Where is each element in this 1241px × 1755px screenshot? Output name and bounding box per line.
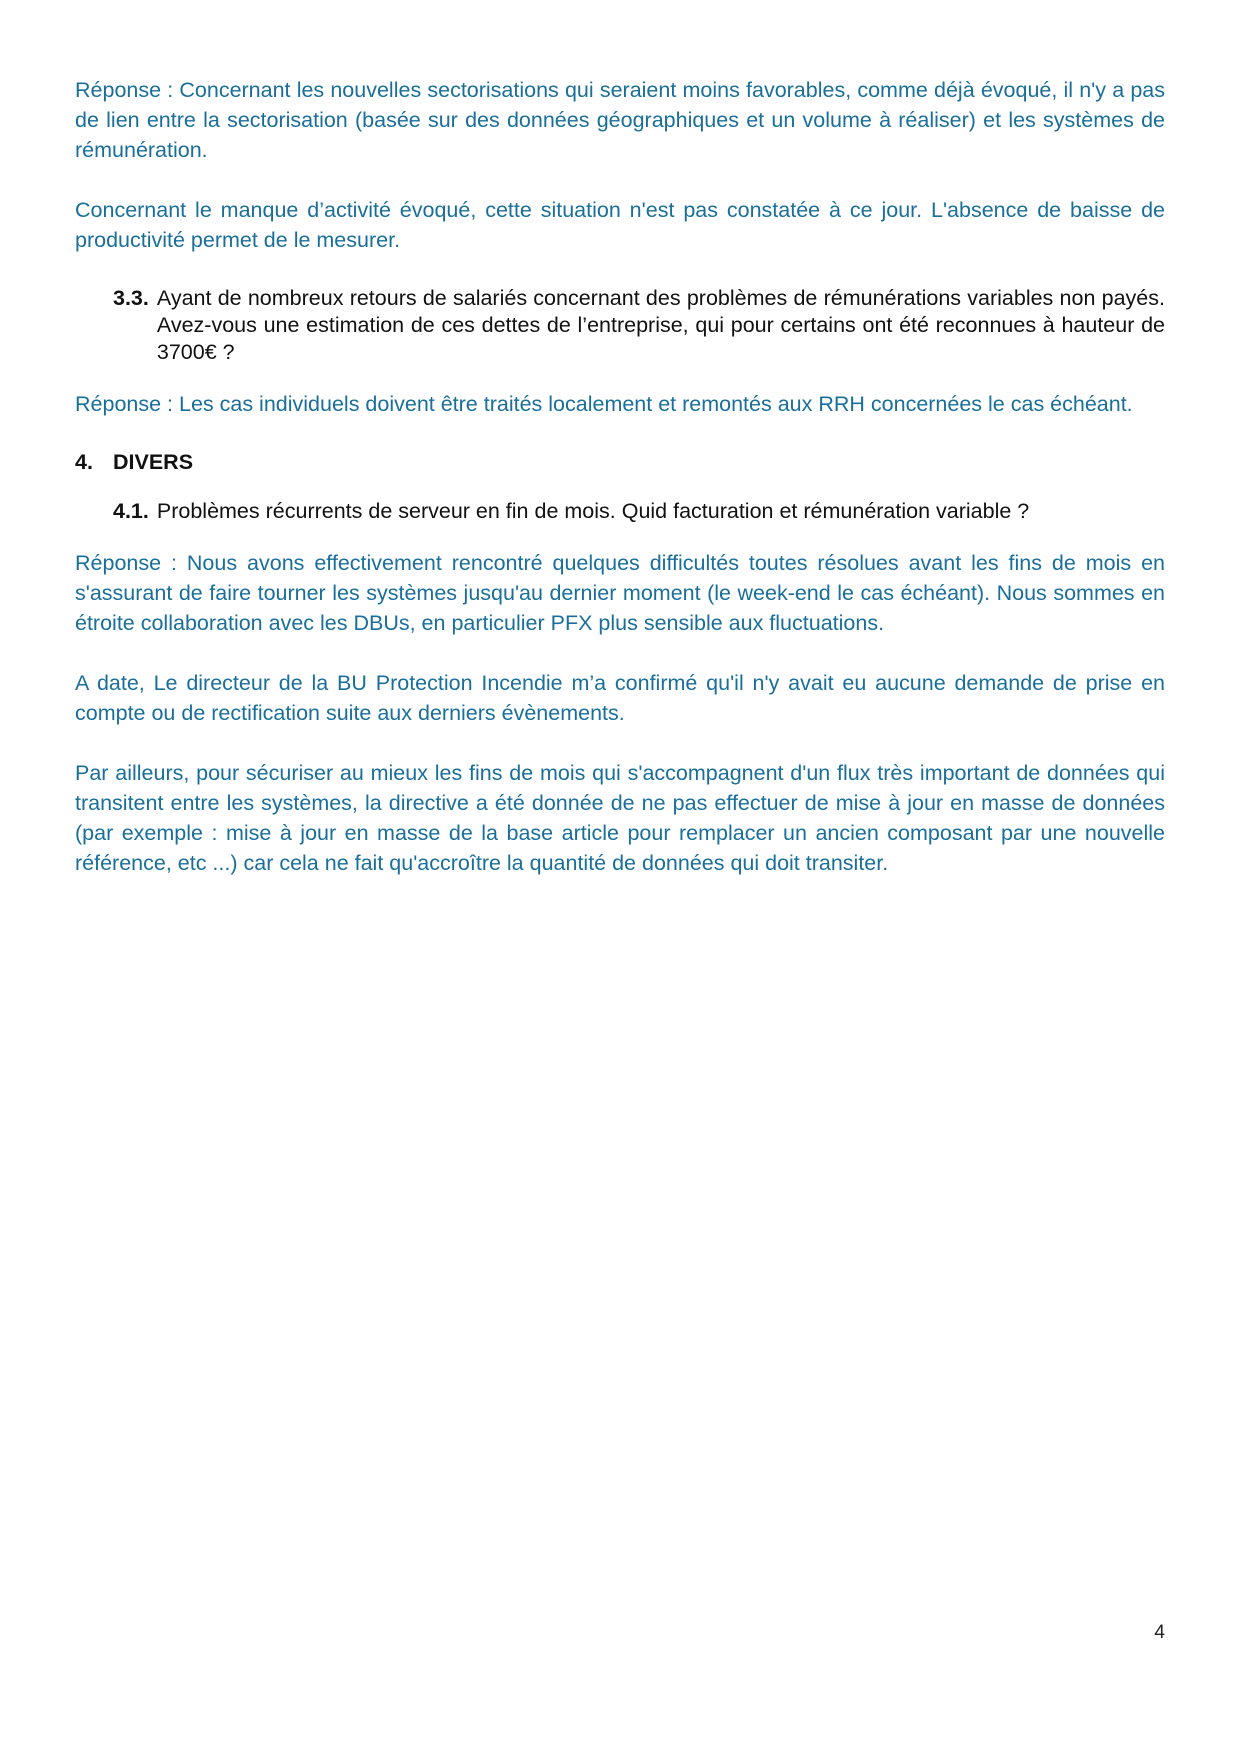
question-text: Ayant de nombreux retours de salariés concernant des problèmes de rémunérations variables non payés. Avez-vous une estimation de ces dettes de l’entreprise, qui pour certains ont été reconnues à hauteur de 3700€ ? [156, 286, 1165, 364]
question-number: 4.1. [113, 499, 149, 523]
question-4-1 [113, 498, 1165, 525]
response-question-4-1-part-2: A date, Le directeur de la BU Protection Incendie m’a confirmé qu'il n'y avait eu aucune demande de prise en compte ou de rectification suite aux derniers évènements. [75, 671, 1165, 725]
response-question-3-3: Réponse : Les cas individuels doivent être traités localement et remontés aux RRH concernées le cas échéant. [75, 392, 1133, 416]
section-number: 4. [75, 450, 93, 474]
response-question-4-1-part-3: Par ailleurs, pour sécuriser au mieux les fins de mois qui s'accompagnent d'un flux très important de données qui transitent entre les systèmes, la directive a été donnée de ne pas effectuer de mise à jour en masse de données (par exemple : mise à jour en masse de la base article pour remplacer un ancien composant par une nouvelle référence, etc ...) car cela ne fait qu'accroître la quantité de données qui doit transiter. [75, 761, 1165, 875]
response-activite: Concernant le manque d’activité évoqué, cette situation n'est pas constatée à ce jour. L'absence de baisse de productivité permet de le mesurer. [75, 198, 1165, 252]
question-3-3 [113, 285, 1165, 366]
section-heading-divers [75, 449, 1165, 476]
question-number: 3.3. [113, 286, 149, 310]
question-text: Problèmes récurrents de serveur en fin de mois. Quid facturation et rémunération variable ? [156, 499, 1030, 523]
page-number: 4 [1154, 1622, 1165, 1643]
section-title: DIVERS [113, 450, 194, 474]
response-question-4-1-part-1: Réponse : Nous avons effectivement rencontré quelques difficultés toutes résolues avant les fins de mois en s'assurant de faire tourner les systèmes jusqu'au dernier moment (le week-end le cas échéant). Nous sommes en étroite collaboration avec les DBUs, en particulier PFX plus sensible aux fluctuations. [75, 551, 1165, 635]
response-sectorisation: Réponse : Concernant les nouvelles sectorisations qui seraient moins favorables, comme déjà évoqué, il n'y a pas de lien entre la sectorisation (basée sur des données géographiques et un volume à réaliser) et les systèmes de rémunération. [75, 78, 1165, 162]
page-content [75, 75, 1165, 878]
